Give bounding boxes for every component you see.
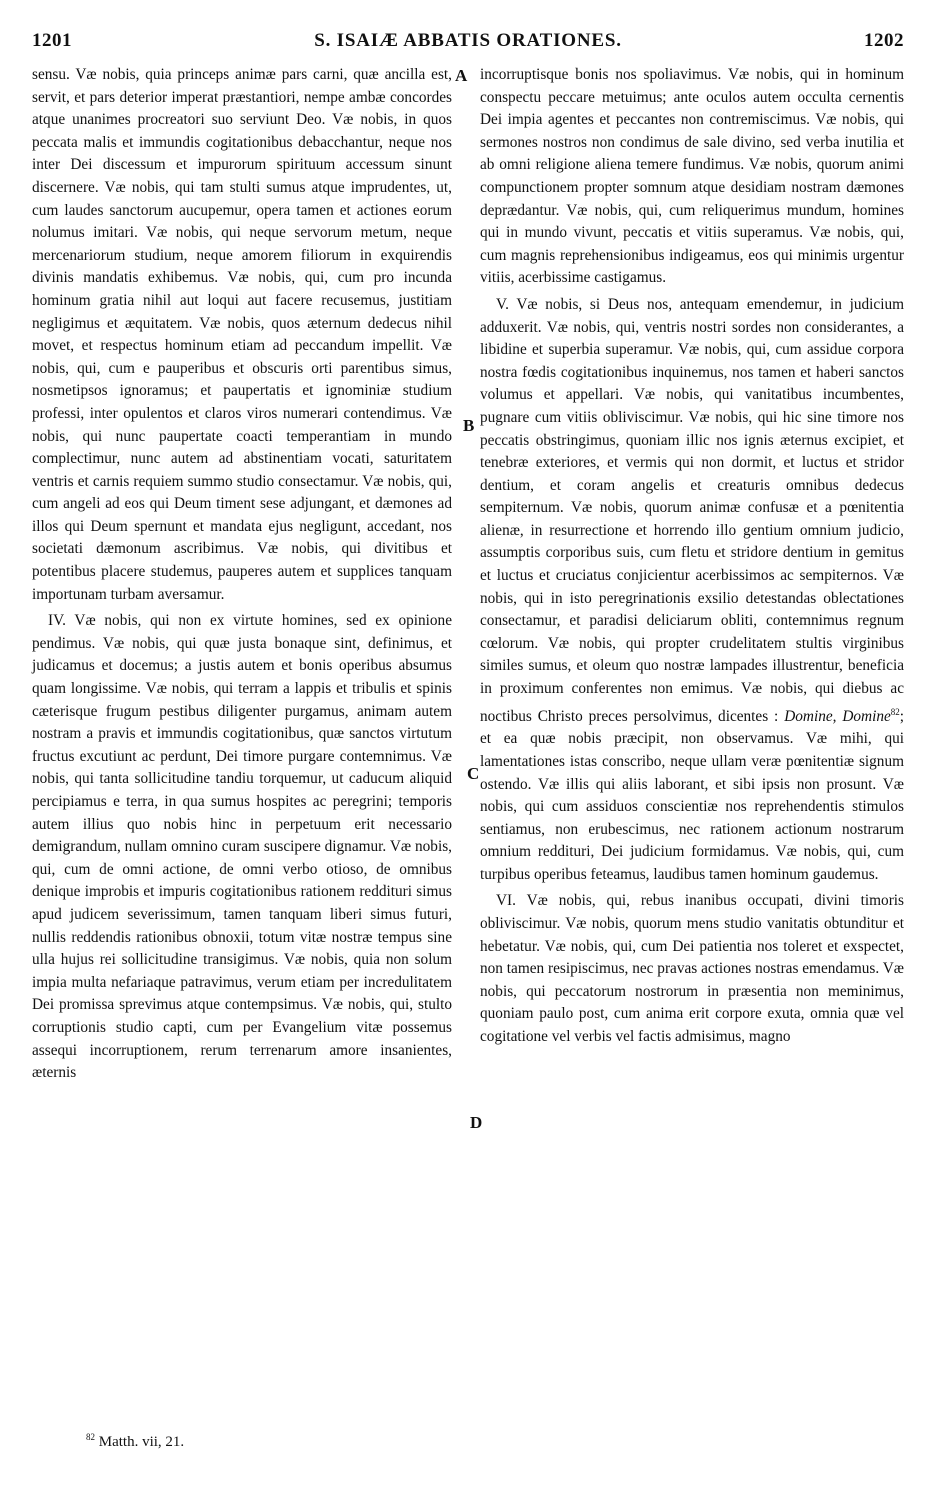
- left-paragraph-section-iv: IV. Væ nobis, qui non ex virtute homines, sed ex opinione pendimus. Væ nobis, qui quæ justa bonaque sint, definimus, et judicamus et docemus; a justis autem et bonis operibus absumus quam longissime. Væ nobis, qui terram a lappis et tribulis et spinis cæterisque frugum pestibus diligenter purgamus, animam autem nostram a pravis et immundis cogitationibus, quæ sanctos virtutum fructus excutiunt ac perdunt, Dei timore purgare contemnimus. Væ nobis, qui tanta sollicitudine tandiu torquemur, ut caducum aliquid percipiamus e terra, in qua sumus hospites ac peregrini; temporis autem illius quo nobis hinc in perpetuum erit necessario demigrandum, nullam omnino curam suscipere dignamur. Væ nobis, qui, cum de omni actione, de omni verbo otioso, de omnibus denique improbis et impuris cogitationibus rationem reddituri simus apud judicem severissimum, tamen tanquam liberi simus futuri, nullis reddendis rationibus obnoxii, totum vitæ nostræ tempus sine ulla hujus rei sollicitudine transigimus. Væ nobis, quia non solum impia multa nefariaque patravimus, verum etiam per incredulitatem Dei promissa sprevimus atque contempsimus. Væ nobis, qui, stulto corruptionis studio capti, cum per Evangelium vitæ possemus assequi incorruptionem, rerum terrenarum amore insanientes, æternis: [32, 612, 452, 1082]
- right-paragraph-1: incorruptisque bonis nos spoliavimus. Væ nobis, qui in hominum conspectu peccare metuimus; ante oculos autem occulta cernentis Dei impia agentes et peccantes non contremiscimus. Væ nobis, qui sermones nostros non condimus de sale divino, sed verba inutilia et ab omni religione aliena temere fundimus. Væ nobis, quorum animi compunctionem propter somnum atque desidiam nostram dæmones deprædantur. Væ nobis, qui, cum reliquerimus mundum, homines qui in mundo vivunt, peccatis et vitiis superamus. Væ nobis, qui, cum magnis reprehensionibus indigeamus, eos qui minimis urgentur vitiis, acerbissime castigamus.: [480, 66, 904, 287]
- section-v-text: V. Væ nobis, si Deus nos, antequam emendemur, in judicium adduxerit. Væ nobis, qui, ventris nostri sordes non considerantes, a libidine et superbia superamur. Væ nobis, qui, cum assidue corpora nostra fœdis cogitationibus inquinemus, nos tamen et haberi sanctos volumus et appellari. Væ nobis, qui vanitatibus incumbentes, pugnare cum vitiis obliviscimur. Væ nobis, qui hic sine timore nos peccatis obstringimus, quoniam illic nos ignis æternus excipiet, et tenebræ exteriores, et vermis qui non dormit, et luctus et stridor dentium, et coram angelis et creaturis omnibus dedecus sempiternum. Væ nobis, quorum animæ confusæ et a pœnitentia alienæ, in resurrectione et horrendo illo gentium omnium judicio, assumptis corporibus suis, cum fletu et stridore dentium in gemitus et luctus et cruciatus conjicientur acerbissimos ac sempiternos. Væ nobis, qui in isto peregrinationis exsilio detestandas oblectationes consectamur, et paradisi deliciarum obliti, contemnimus regnum cœlorum. Væ nobis, qui propter crudelitatem stultis virginibus similes sumus, et oleum quo nostræ lampades illustrentur, beneficia in proximum conferentes non emimus. Væ nobis, qui diebus ac noctibus Christo preces persolvimus, dicentes :: [480, 295, 904, 725]
- right-paragraph-section-v: [480, 294, 904, 887]
- page-header: [32, 30, 904, 60]
- margin-marker-c: C: [467, 764, 480, 783]
- footnote-number: 82: [86, 1432, 95, 1442]
- footnote: [86, 1432, 184, 1451]
- right-paragraph-section-vi: VI. Væ nobis, qui, rebus inanibus occupati, divini timoris obliviscimur. Væ nobis, quorum mens studio vanitatis obtunditur et hebetatur. Væ nobis, qui, cum Dei patientia nos toleret et exspectet, non tamen resipiscimus, nec pravas actiones nostras emendamus. Væ nobis, qui peccatorum nostrorum in præsentia non meminimus, quoniam paulo post, cum anima erit corpore exuta, omnia quæ vel cogitatione vel verbis vel factis admisimus, magno: [480, 892, 904, 1046]
- margin-marker-d: D: [470, 1113, 483, 1132]
- footnote-text: Matth. vii, 21.: [98, 1434, 185, 1450]
- margin-marker-a: A: [455, 66, 468, 85]
- right-column: [480, 64, 904, 1049]
- section-v-text-continued: ; et ea quæ nobis præcipit, non observamus. Væ mihi, qui lamentationes istas conscribo, neque ullam veræ pœnitentiæ signum ostendo. Væ illis qui aliis laborant, et sibi ipsis non prosunt. Væ nobis, qui cum assiduos conscientiæ nos reprehendentis stimulos sentiamus, non erubescimus, nec rationem actionum nostrarum omnium reddituri, Dei judicium formidamus. Væ nobis, qui, cum turpibus operibus feteamus, laudibus tamen hominum gaudemus.: [480, 707, 905, 883]
- left-paragraph-1: sensu. Væ nobis, quia princeps animæ pars carni, quæ ancilla est, servit, et pars deterior imperat præstantiori, nempe ambæ concordes atque unanimes procreatori suo serviunt Deo. Væ nobis, in quos peccata malis et immundis cogitationibus debacchantur, neque nos inter Dei discessum et impurorum spirituum accessum sinunt discernere. Væ nobis, qui tam stulti sumus atque imprudentes, ut, cum laudes sanctorum aucupemur, opera tamen et actiones eorum nolumus imitari. Væ nobis, qui neque servorum metum, neque mercenariorum studium, neque amorem filiorum in exquirendis divinis mandatis exhibemus. Væ nobis, qui, cum pro incunda hominum gratia nihil aut loqui aut facere recusemus, justitiam negligimus et æquitatem. Væ nobis, quos æternum dedecus nihil movet, et respectus hominum etiam ad peccandum impellit. Væ nobis, qui, cum e pauperibus et obscuris orti parentibus simus, nosmetipsos ignoramus; et paupertatis et ignominiæ studium professi, inter opulentos et claros viros numerari contendimus. Væ nobis, qui nunc paupertate coacti temperantiam in mundo complectimur, nunc autem ad abstinentiam vocati, saturitatem ventris et carnis requiem summo studio consectamur. Væ nobis, qui, cum angeli ad eos qui Deum timent sese adjungant, et dæmones ad illos qui Deum spernunt et mandata ejus negligunt, accedant, nos societati dæmonum ascribimus. Væ nobis, qui divitibus et potentibus placere studemus, pauperes autem et supplices tanquam importunam turbam aversamur.: [32, 66, 452, 603]
- section-v-italic-quote: Domine, Domine: [784, 707, 891, 725]
- page-number-left: 1201: [32, 30, 72, 51]
- page-number-right: 1202: [864, 30, 904, 51]
- running-title: S. ISAIÆ ABBATIS ORATIONES.: [314, 30, 622, 51]
- footnote-reference: 82: [890, 706, 900, 717]
- margin-marker-b: B: [463, 416, 475, 435]
- left-column: [32, 64, 452, 1085]
